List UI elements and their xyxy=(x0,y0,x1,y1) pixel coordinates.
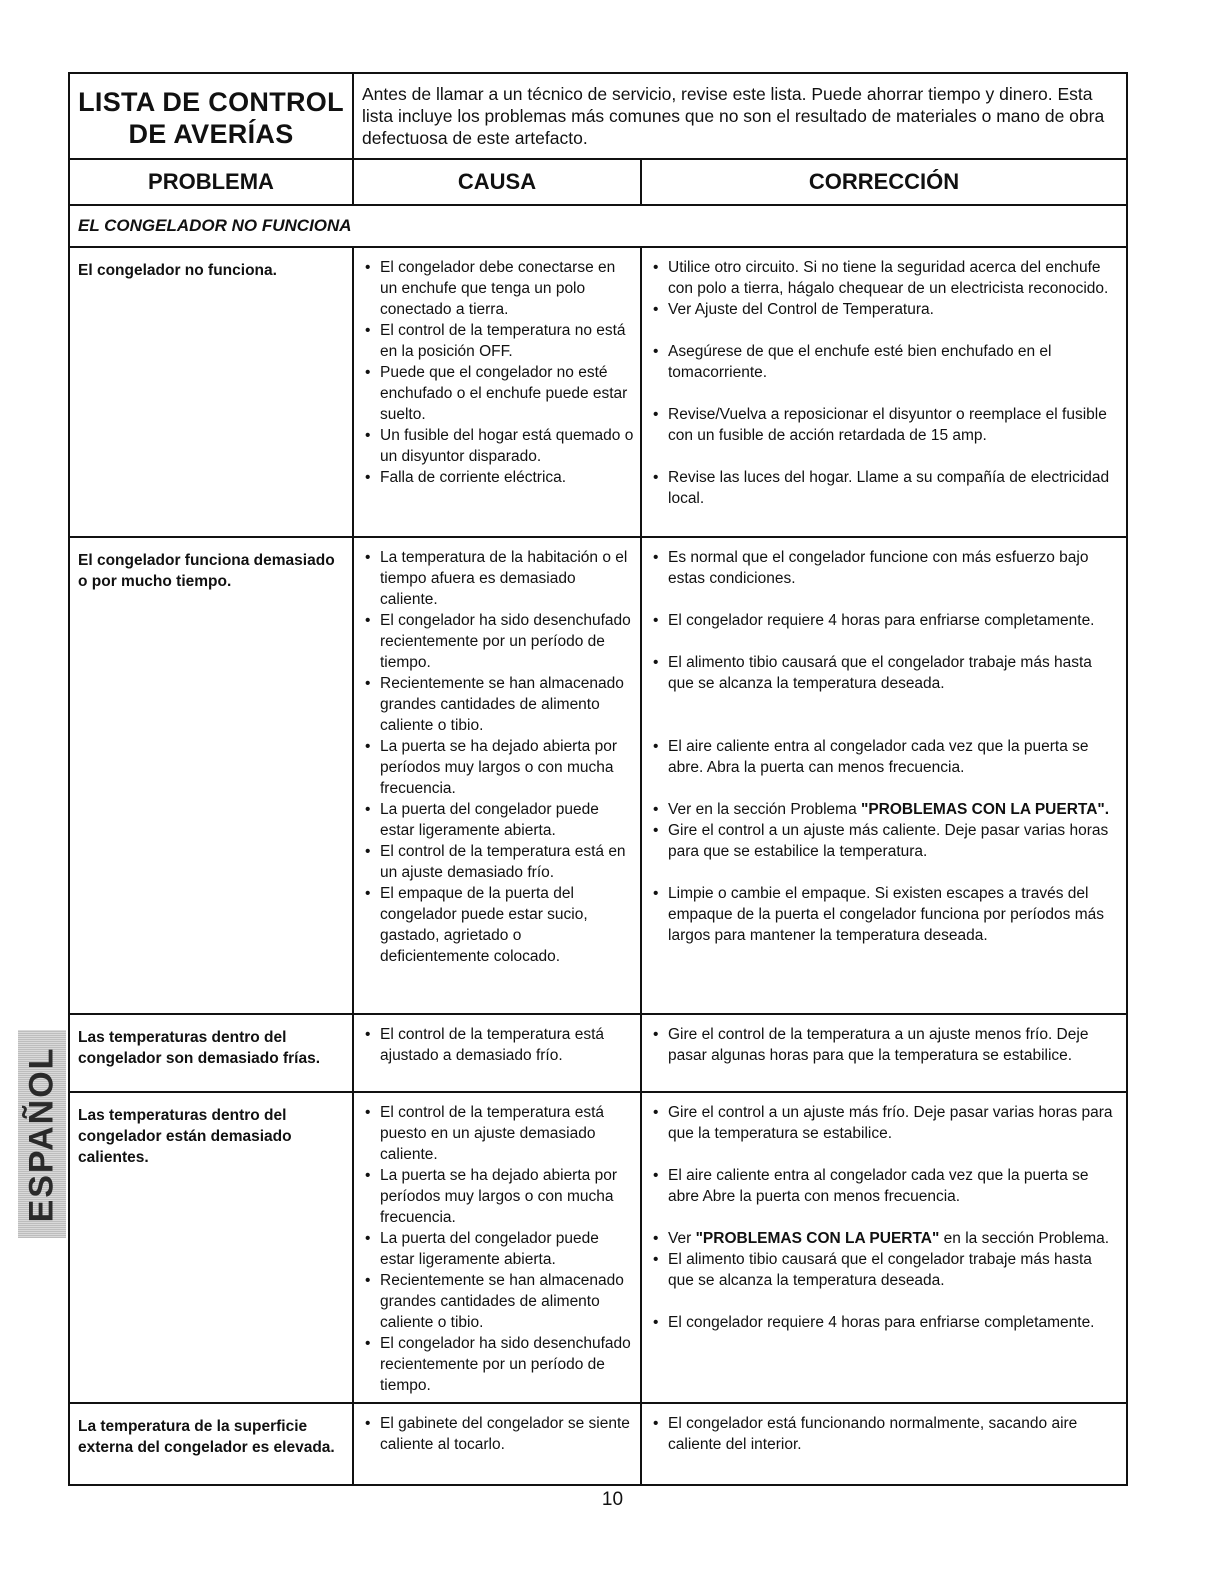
language-label: ESPAÑOL xyxy=(22,1046,61,1222)
cause-item: • El control de la temperatura está puesto en un ajuste demasiado caliente. xyxy=(362,1102,634,1165)
cause-item: • La puerta del congelador puede estar ligeramente abierta. xyxy=(362,1228,634,1270)
cause-item: • El gabinete del congelador se siente caliente al tocarlo. xyxy=(362,1413,634,1455)
correction-item: • El congelador requiere 4 horas para enfriarse completamente. xyxy=(650,1312,1120,1333)
intro-text: Antes de llamar a un técnico de servicio, revise este lista. Puede ahorrar tiempo y dinero. Esta lista incluye los problemas más comunes que no son el resultado de materiales o mano de obra defectuosa de este artefacto. xyxy=(353,73,1127,159)
correction-item xyxy=(650,1228,1120,1249)
cause-cell xyxy=(353,1092,641,1403)
correction-text: Ver en la sección Problema xyxy=(668,801,861,818)
cause-item: • El congelador debe conectarse en un enchufe que tenga un polo conectado a tierra. xyxy=(362,257,634,320)
problem-cell: La temperatura de la superficie externa del congelador es elevada. xyxy=(69,1403,353,1485)
cause-item: • La temperatura de la habitación o el tiempo afuera es demasiado caliente. xyxy=(362,547,634,610)
title-line-1: LISTA DE CONTROL xyxy=(78,87,344,117)
correction-item: • El alimento tibio causará que el congelador trabaje más hasta que se alcanza la temperatura deseada. xyxy=(650,1249,1120,1291)
column-header-problem: PROBLEMA xyxy=(69,159,353,205)
page-number: 10 xyxy=(601,1489,624,1510)
cause-item: • El control de la temperatura no está en la posición OFF. xyxy=(362,320,634,362)
cause-item: • El control de la temperatura está en un ajuste demasiado frío. xyxy=(362,841,634,883)
cause-item: • El empaque de la puerta del congelador puede estar sucio, gastado, agrietado o deficientemente colocado. xyxy=(362,883,634,967)
cause-item: • El congelador ha sido desenchufado recientemente por un período de tiempo. xyxy=(362,610,634,673)
problem-cell: Las temperaturas dentro del congelador son demasiado frías. xyxy=(69,1014,353,1092)
page-title xyxy=(69,73,353,159)
column-header-row xyxy=(69,159,1127,205)
table-row xyxy=(69,1014,1127,1092)
correction-text: en la sección Problema. xyxy=(939,1230,1110,1247)
cause-item: • El control de la temperatura está ajustado a demasiado frío. xyxy=(362,1024,634,1066)
problem-cell: El congelador funciona demasiado o por mucho tiempo. xyxy=(69,537,353,1014)
cause-cell xyxy=(353,1403,641,1485)
cause-item: • La puerta se ha dejado abierta por períodos muy largos o con mucha frecuencia. xyxy=(362,1165,634,1228)
correction-cell xyxy=(641,247,1127,537)
correction-cell xyxy=(641,1403,1127,1485)
problem-cell: El congelador no funciona. xyxy=(69,247,353,537)
correction-item: • Utilice otro circuito. Si no tiene la seguridad acerca del enchufe con polo a tierra, hágalo chequear de un electricista reconocido. xyxy=(650,257,1120,299)
cause-item: • Recientemente se han almacenado grandes cantidades de alimento caliente o tibio. xyxy=(362,1270,634,1333)
correction-cell xyxy=(641,1014,1127,1092)
section-heading: EL CONGELADOR NO FUNCIONA xyxy=(69,205,1127,247)
correction-item: • El alimento tibio causará que el congelador trabaje más hasta que se alcanza la temperatura deseada. xyxy=(650,652,1120,694)
door-problems-reference: "PROBLEMAS CON LA PUERTA" xyxy=(695,1230,940,1247)
table-row xyxy=(69,1403,1127,1485)
correction-item: • Limpie o cambie el empaque. Si existen escapes a través del empaque de la puerta el congelador funciona por períodos más largos para mantener la temperatura deseada. xyxy=(650,883,1120,946)
correction-item: • Gire el control a un ajuste más frío. Deje pasar varias horas para que la temperatura se estabilice. xyxy=(650,1102,1120,1144)
troubleshooting-page xyxy=(68,72,1126,1486)
cause-item: • Recientemente se han almacenado grandes cantidades de alimento caliente o tibio. xyxy=(362,673,634,736)
correction-cell xyxy=(641,537,1127,1014)
table-row xyxy=(69,537,1127,1014)
cause-item: • La puerta del congelador puede estar ligeramente abierta. xyxy=(362,799,634,841)
cause-cell xyxy=(353,537,641,1014)
correction-item: • El aire caliente entra al congelador cada vez que la puerta se abre Abre la puerta con menos frecuencia. xyxy=(650,1165,1120,1207)
cause-cell xyxy=(353,247,641,537)
correction-item: • Es normal que el congelador funcione con más esfuerzo bajo estas condiciones. xyxy=(650,547,1120,589)
table-row xyxy=(69,247,1127,537)
title-line-2: DE AVERÍAS xyxy=(128,119,294,149)
cause-item: • Puede que el congelador no esté enchufado o el enchufe puede estar suelto. xyxy=(362,362,634,425)
language-side-tab xyxy=(18,1030,66,1238)
cause-item: • Un fusible del hogar está quemado o un disyuntor disparado. xyxy=(362,425,634,467)
cause-item: • Falla de corriente eléctrica. xyxy=(362,467,634,488)
problem-cell: Las temperaturas dentro del congelador están demasiado calientes. xyxy=(69,1092,353,1403)
title-row xyxy=(69,73,1127,159)
correction-item: • El congelador está funcionando normalmente, sacando aire caliente del interior. xyxy=(650,1413,1120,1455)
column-header-correction: CORRECCIÓN xyxy=(641,159,1127,205)
correction-item: • Revise las luces del hogar. Llame a su compañía de electricidad local. xyxy=(650,467,1120,509)
correction-item: • Ver Ajuste del Control de Temperatura. xyxy=(650,299,1120,320)
cause-item: • El congelador ha sido desenchufado recientemente por un período de tiempo. xyxy=(362,1333,634,1396)
correction-item: • Gire el control a un ajuste más caliente. Deje pasar varias horas para que se estabilice la temperatura. xyxy=(650,820,1120,862)
correction-item: • Gire el control de la temperatura a un ajuste menos frío. Deje pasar algunas horas para que la temperatura se estabilice. xyxy=(650,1024,1120,1066)
door-problems-reference: "PROBLEMAS CON LA PUERTA". xyxy=(861,801,1110,818)
table-row xyxy=(69,1092,1127,1403)
troubleshooting-table xyxy=(68,72,1128,1486)
correction-item: • Asegúrese de que el enchufe esté bien enchufado en el tomacorriente. xyxy=(650,341,1120,383)
cause-item: • La puerta se ha dejado abierta por períodos muy largos o con mucha frecuencia. xyxy=(362,736,634,799)
column-header-cause: CAUSA xyxy=(353,159,641,205)
correction-cell xyxy=(641,1092,1127,1403)
section-row xyxy=(69,205,1127,247)
correction-text: Ver xyxy=(668,1230,696,1247)
correction-item: • Revise/Vuelva a reposicionar el disyuntor o reemplace el fusible con un fusible de acción retardada de 15 amp. xyxy=(650,404,1120,446)
correction-item: • El aire caliente entra al congelador cada vez que la puerta se abre. Abra la puerta can menos frecuencia. xyxy=(650,736,1120,778)
correction-item: • El congelador requiere 4 horas para enfriarse completamente. xyxy=(650,610,1120,631)
correction-item xyxy=(650,799,1120,820)
cause-cell xyxy=(353,1014,641,1092)
